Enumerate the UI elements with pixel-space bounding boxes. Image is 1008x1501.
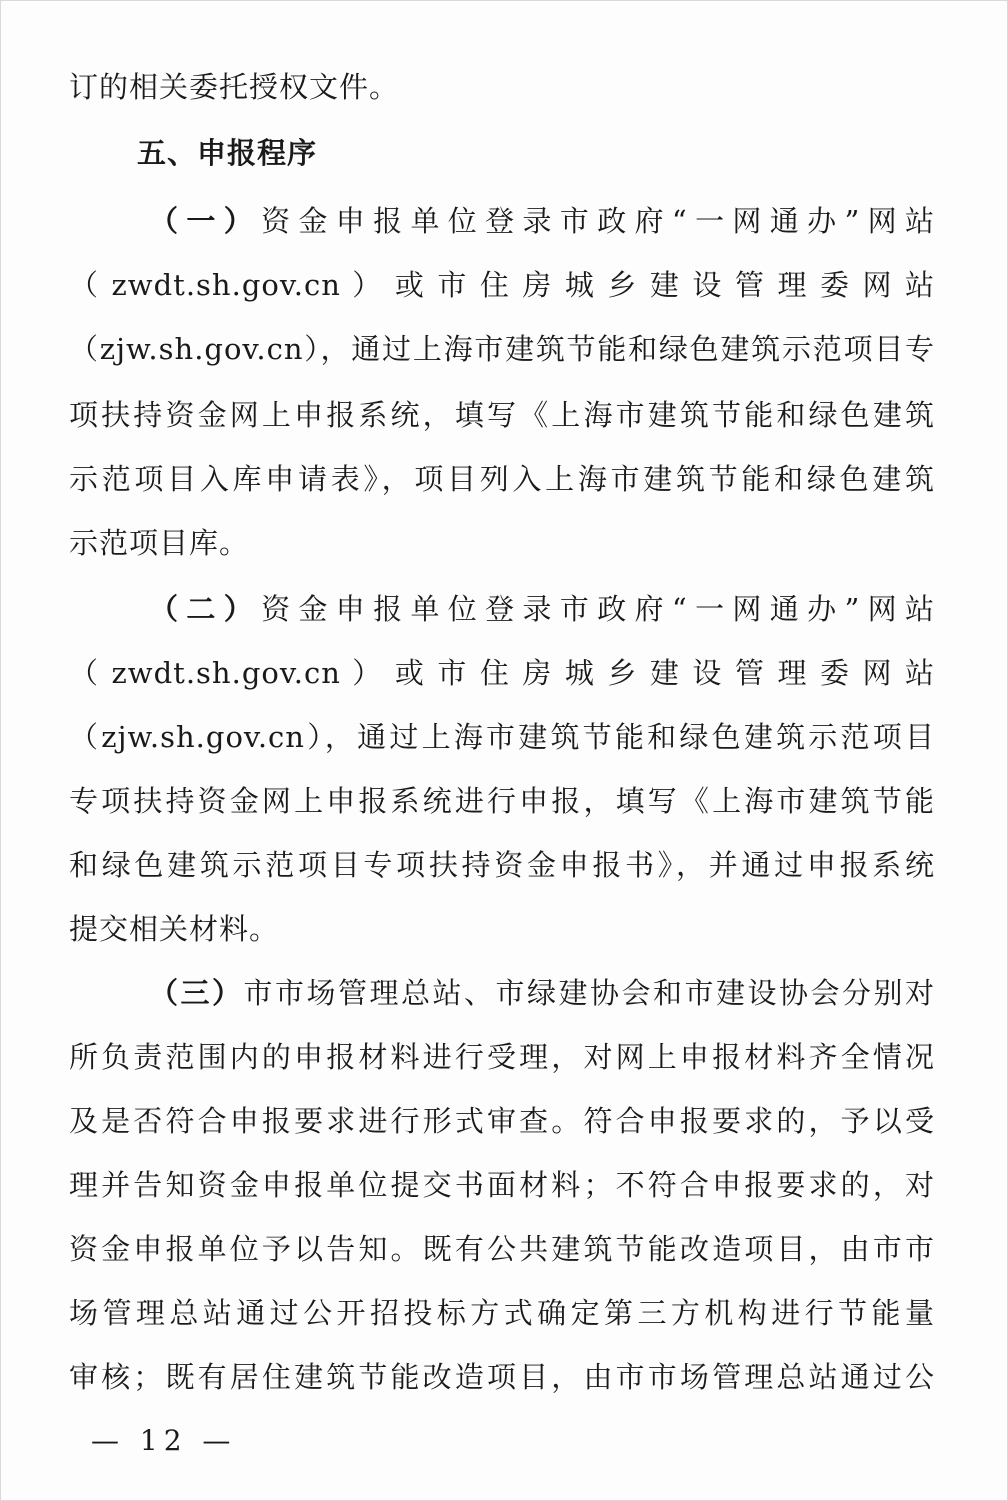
text-line-18: 资金申报单位予以告知。既有公共建筑节能改造项目，由市市 [69,1232,935,1266]
text-line-2: （一）资金申报单位登录市政府“一网通办”网站 [149,204,935,238]
page-number: — 12 — [91,1424,237,1457]
text-line-20: 审核；既有居住建筑节能改造项目，由市市场管理总站通过公 [69,1360,935,1394]
text-line-11: 专项扶持资金网上申报系统进行申报，填写《上海市建筑节能 [69,784,935,818]
text-line-13: 提交相关材料。 [69,912,280,946]
text-line-5: 项扶持资金网上申报系统，填写《上海市建筑节能和绿色建筑 [69,398,935,432]
text-line-12: 和绿色建筑示范项目专项扶持资金申报书》，并通过申报系统 [69,848,935,882]
section-heading: 五、申报程序 [137,136,318,170]
text-line-19: 场管理总站通过公开招投标方式确定第三方机构进行节能量 [69,1296,935,1330]
text-line-8: （二）资金申报单位登录市政府“一网通办”网站 [149,592,935,626]
text-line-17: 理并告知资金申报单位提交书面材料；不符合申报要求的，对 [69,1168,935,1202]
text-line-7: 示范项目库。 [69,526,250,560]
text-line-3: （ zwdt.sh.gov.cn ） 或 市 住 房 城 乡 建 设 管 理 委 网 站 [69,268,935,302]
text-line-6: 示范项目入库申请表》，项目列入上海市建筑节能和绿色建筑 [69,462,935,496]
text-line-0: 订的相关委托授权文件。 [69,70,400,104]
text-line-10: （zjw.sh.gov.cn），通过上海市建筑节能和绿色建筑示范项目 [69,720,935,754]
text-line-15: 所负责范围内的申报材料进行受理，对网上申报材料齐全情况 [69,1040,935,1074]
text-line-14: （三）市市场管理总站、市绿建协会和市建设协会分别对 [149,976,935,1010]
text-line-9: （ zwdt.sh.gov.cn ） 或 市 住 房 城 乡 建 设 管 理 委 网 站 [69,656,935,690]
text-line-4: （zjw.sh.gov.cn），通过上海市建筑节能和绿色建筑示范项目专 [69,332,935,366]
text-line-16: 及是否符合申报要求进行形式审查。符合申报要求的，予以受 [69,1104,935,1138]
